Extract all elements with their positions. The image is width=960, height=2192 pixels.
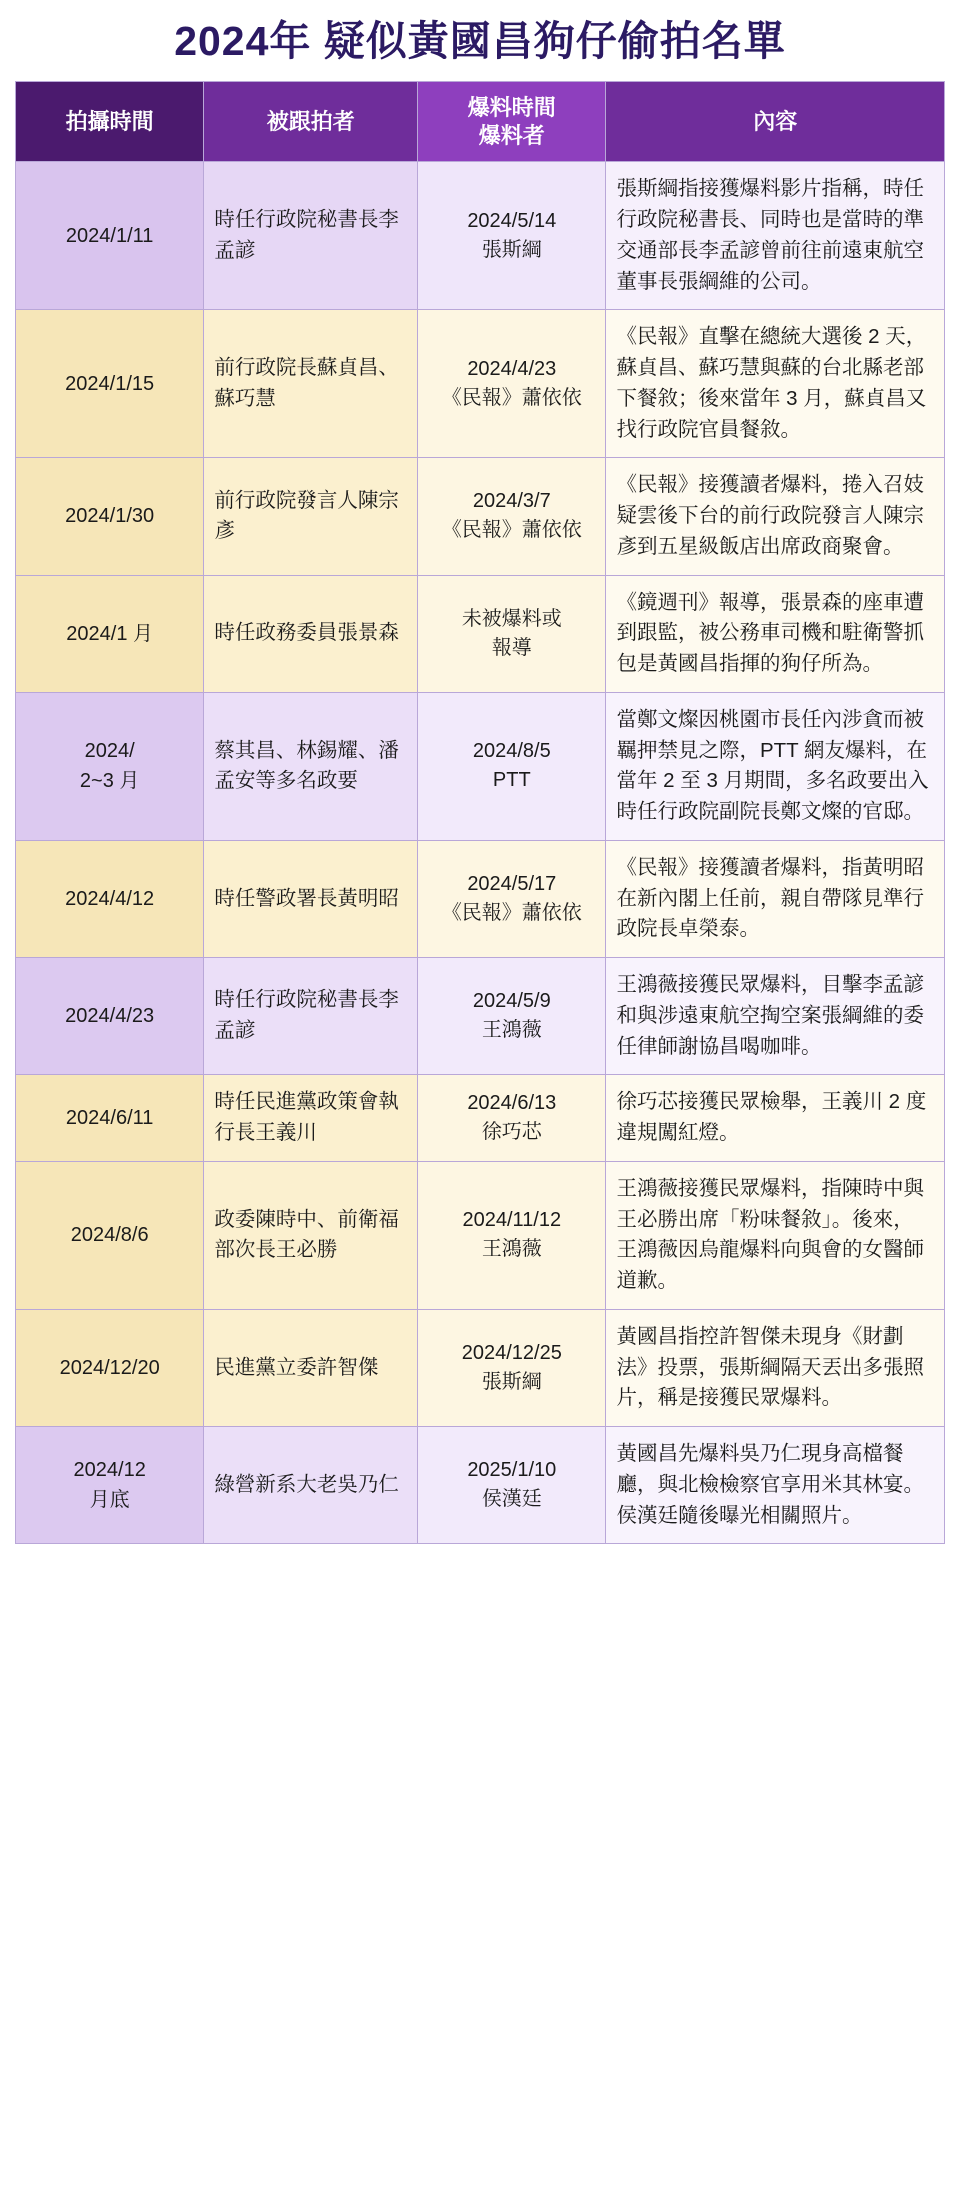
column-header-leak xyxy=(418,82,606,162)
cell-target: 蔡其昌、林錫耀、潘孟安等多名政要 xyxy=(204,692,418,840)
cell-content: 徐巧芯接獲民眾檢舉，王義川 2 度違規闖紅燈。 xyxy=(606,1075,945,1162)
cell-leak-date: 2024/5/9 xyxy=(472,990,551,1013)
cell-shoot-time: 2024/12/20 xyxy=(16,1309,204,1426)
column-header-target: 被跟拍者 xyxy=(204,82,418,162)
cell-leak xyxy=(418,458,606,575)
table-header-row xyxy=(16,82,945,162)
cell-leak-person: 報導 xyxy=(491,636,532,659)
cell-target: 時任政務委員張景森 xyxy=(204,575,418,692)
cell-shoot-time: 2024/1/11 xyxy=(16,162,204,310)
cell-leak xyxy=(418,692,606,840)
page-title: 2024年 疑似黃國昌狗仔偷拍名單 xyxy=(174,18,786,64)
table-row xyxy=(16,1161,945,1309)
cell-leak-person: 王鴻薇 xyxy=(481,1019,542,1042)
cell-target: 民進黨立委許智傑 xyxy=(204,1309,418,1426)
cell-leak xyxy=(418,958,606,1075)
cell-content: 《民報》接獲讀者爆料，指黃明昭在新內閣上任前，親自帶隊見準行政院長卓榮泰。 xyxy=(606,840,945,957)
cell-content: 黃國昌指控許智傑未現身《財劃法》投票，張斯綱隔天丟出多張照片，稱是接獲民眾爆料。 xyxy=(606,1309,945,1426)
cell-leak xyxy=(418,162,606,310)
cell-target: 時任行政院秘書長李孟諺 xyxy=(204,162,418,310)
table-header xyxy=(16,82,945,162)
cell-leak xyxy=(418,575,606,692)
cell-target: 政委陳時中、前衛福部次長王必勝 xyxy=(204,1161,418,1309)
cell-target: 時任行政院秘書長李孟諺 xyxy=(204,958,418,1075)
table-body xyxy=(16,162,945,1544)
cell-shoot-time-line2: 2~3 月 xyxy=(79,770,140,793)
cell-target: 綠營新系大老吳乃仁 xyxy=(204,1427,418,1544)
cell-leak xyxy=(418,840,606,957)
cell-content: 王鴻薇接獲民眾爆料，目擊李孟諺和與涉遠東航空掏空案張綱維的委任律師謝協昌喝咖啡。 xyxy=(606,958,945,1075)
cell-leak-date: 2024/12/25 xyxy=(461,1341,562,1364)
column-header-leak-line2: 爆料者 xyxy=(478,122,545,148)
cell-shoot-time: 2024/1/30 xyxy=(16,458,204,575)
cell-leak-person: 張斯綱 xyxy=(481,1370,542,1393)
table-row xyxy=(16,958,945,1075)
cell-leak-person: 《民報》蕭依依 xyxy=(441,386,582,409)
table-row xyxy=(16,162,945,310)
table-row xyxy=(16,575,945,692)
cell-leak xyxy=(418,1427,606,1544)
cell-leak-date: 2024/4/23 xyxy=(467,357,557,380)
cell-leak-date: 2024/5/14 xyxy=(467,209,557,232)
cell-shoot-time-line1: 2024/12 xyxy=(73,1459,146,1482)
cell-leak xyxy=(418,1161,606,1309)
cell-leak-date: 2024/5/17 xyxy=(467,872,557,895)
cell-content: 當鄭文燦因桃園市長任內涉貪而被羈押禁見之際，PTT 網友爆料，在當年 2 至 3 月期間，多名政要出入時任行政院副院長鄭文燦的官邸。 xyxy=(606,692,945,840)
cell-target: 前行政院發言人陳宗彥 xyxy=(204,458,418,575)
table-row xyxy=(16,1309,945,1426)
table-row xyxy=(16,310,945,458)
cell-content: 黃國昌先爆料吳乃仁現身高檔餐廳，與北檢檢察官享用米其林宴。侯漢廷隨後曝光相關照片。 xyxy=(606,1427,945,1544)
table-row xyxy=(16,458,945,575)
cell-target: 前行政院長蘇貞昌、蘇巧慧 xyxy=(204,310,418,458)
cell-leak-date: 2024/11/12 xyxy=(462,1209,562,1232)
table-row xyxy=(16,1427,945,1544)
cell-shoot-time: 2024/4/23 xyxy=(16,958,204,1075)
column-header-content: 內容 xyxy=(606,82,945,162)
cell-leak-date: 未被爆料或 xyxy=(461,607,562,630)
cell-leak-date: 2024/6/13 xyxy=(467,1092,557,1114)
cell-shoot-time: 2024/4/12 xyxy=(16,840,204,957)
cell-leak-person: 張斯綱 xyxy=(481,238,542,261)
cell-leak-date: 2024/3/7 xyxy=(472,490,551,513)
cell-target: 時任警政署長黃明昭 xyxy=(204,840,418,957)
cell-content: 《鏡週刊》報導，張景森的座車遭到跟監，被公務車司機和駐衛警抓包是黃國昌指揮的狗仔所為。 xyxy=(606,575,945,692)
cell-leak-person: 王鴻薇 xyxy=(481,1238,542,1261)
cell-shoot-time: 2024/1 月 xyxy=(16,575,204,692)
cell-target: 時任民進黨政策會執行長王義川 xyxy=(204,1075,418,1162)
cell-leak-date: 2025/1/10 xyxy=(467,1459,557,1482)
cell-shoot-time: 2024/1/15 xyxy=(16,310,204,458)
cell-leak-person: 《民報》蕭依依 xyxy=(441,519,582,542)
table-row xyxy=(16,1075,945,1162)
cell-content: 《民報》直擊在總統大選後 2 天，蘇貞昌、蘇巧慧與蘇的台北縣老部下餐敘；後來當年 3 月，蘇貞昌又找行政院官員餐敘。 xyxy=(606,310,945,458)
leak-list-table xyxy=(15,81,945,1544)
cell-content: 王鴻薇接獲民眾爆料，指陳時中與王必勝出席「粉味餐敘」。後來，王鴻薇因烏龍爆料向與會的女醫師道歉。 xyxy=(606,1161,945,1309)
cell-leak xyxy=(418,1309,606,1426)
table-row xyxy=(16,692,945,840)
cell-shoot-time-line2: 月底 xyxy=(89,1489,130,1512)
cell-leak xyxy=(418,1075,606,1162)
cell-shoot-time: 2024/6/11 xyxy=(16,1075,204,1162)
cell-leak-person: 侯漢廷 xyxy=(481,1488,542,1511)
column-header-shoot-time: 拍攝時間 xyxy=(16,82,204,162)
table-row xyxy=(16,840,945,957)
cell-shoot-time-line1: 2024/ xyxy=(84,740,135,763)
cell-content: 張斯綱指接獲爆料影片指稱，時任行政院秘書長、同時也是當時的準交通部長李孟諺曾前往前遠東航空董事長張綱維的公司。 xyxy=(606,162,945,310)
cell-shoot-time xyxy=(16,1427,204,1544)
cell-leak-date: 2024/8/5 xyxy=(472,740,551,763)
cell-leak-person: 《民報》蕭依依 xyxy=(441,901,582,924)
cell-shoot-time xyxy=(16,692,204,840)
cell-leak-person: PTT xyxy=(492,769,531,792)
column-header-leak-line1: 爆料時間 xyxy=(467,95,556,121)
cell-leak-person: 徐巧芯 xyxy=(481,1121,542,1143)
cell-leak xyxy=(418,310,606,458)
cell-content: 《民報》接獲讀者爆料，捲入召妓疑雲後下台的前行政院發言人陳宗彥到五星級飯店出席政商聚會。 xyxy=(606,458,945,575)
cell-shoot-time: 2024/8/6 xyxy=(16,1161,204,1309)
